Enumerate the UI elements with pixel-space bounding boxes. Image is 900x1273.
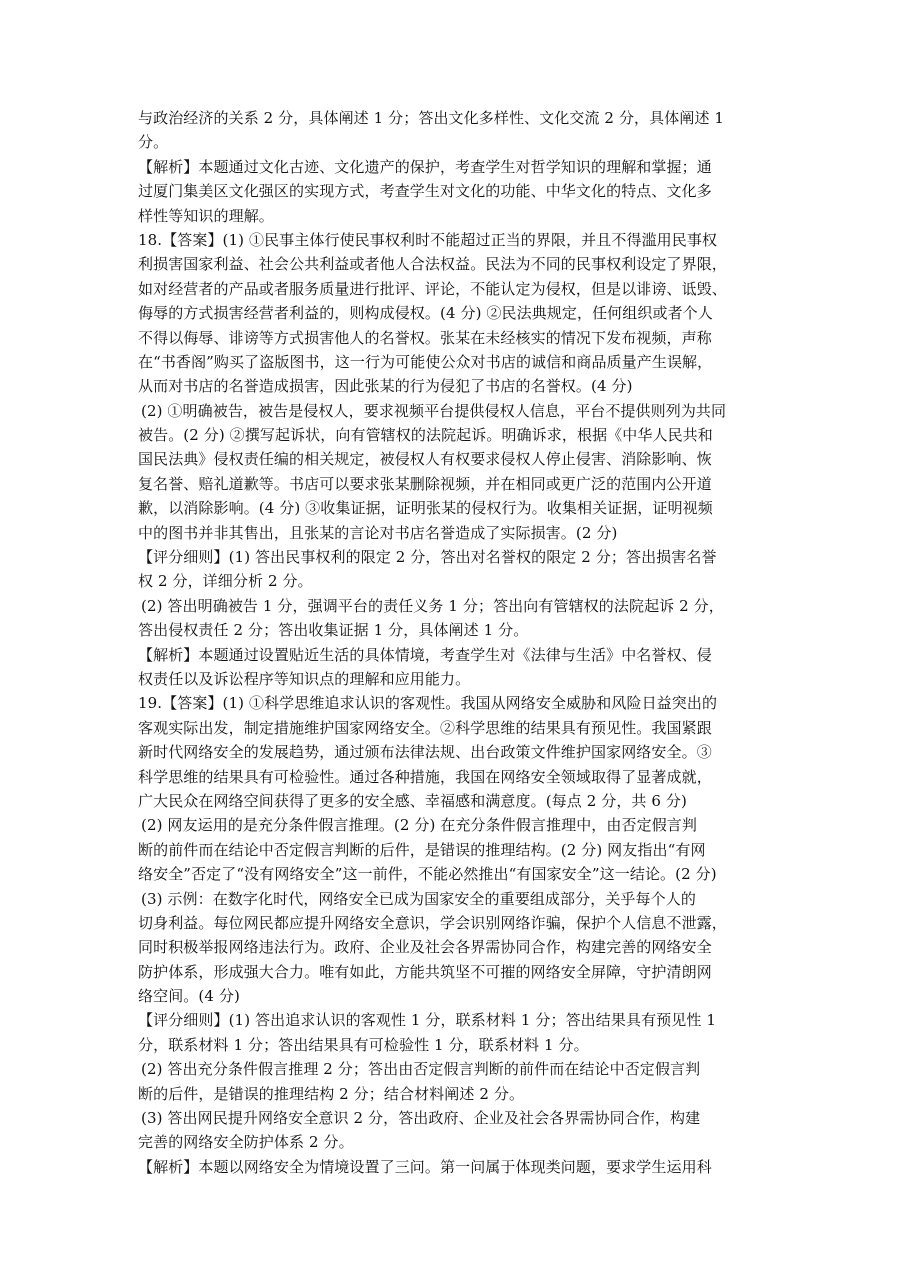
text-line: 防护体系，形成强大合力。唯有如此，方能共筑坚不可摧的网络安全屏障，守护清朗网 bbox=[138, 962, 712, 981]
text-line: 【解析】本题通过文化古迹、文化遗产的保护，考查学生对哲学知识的理解和掌握；通 bbox=[138, 157, 712, 176]
text-line: 同时积极举报网络违法行为。政府、企业及社会各界需协同合作，构建完善的网络安全 bbox=[138, 938, 712, 957]
text-line: 切身利益。每位网民都应提升网络安全意识，学会识别网络诈骗，保护个人信息不泄露， bbox=[138, 913, 727, 932]
text-line: 权责任以及诉讼程序等知识点的理解和应用能力。 bbox=[138, 669, 471, 688]
text-line: 过厦门集美区文化强区的实现方式，考查学生对文化的功能、中华文化的特点、文化多 bbox=[138, 182, 712, 201]
text-line: 断的前件而在结论中否定假言判断的后件，是错误的推理结构。(2 分) 网友指出“有网 bbox=[138, 840, 706, 859]
text-line: 样性等知识的理解。 bbox=[138, 206, 274, 225]
text-line: 科学思维的结果具有可检验性。通过各种措施，我国在网络安全领域取得了显著成就， bbox=[138, 767, 712, 786]
text-line: 从而对书店的名誉造成损害，因此张某的行为侵犯了书店的名誉权。(4 分) bbox=[138, 377, 633, 396]
text-line: 侮辱的方式损害经营者利益的，则构成侵权。(4 分) ②民法典规定，任何组织或者个人 bbox=[138, 304, 713, 323]
text-line: 新时代网络安全的发展趋势，通过颁布法律法规、出台政策文件维护国家网络安全。③ bbox=[138, 743, 712, 762]
text-line: 与政治经济的关系 2 分，具体阐述 1 分；答出文化多样性、文化交流 2 分，具体阐述 1 bbox=[138, 109, 725, 127]
text-line: (2) ①明确被告，被告是侵权人，要求视频平台提供侵权人信息，平台不提供则列为共同 bbox=[141, 401, 727, 420]
text-line: 络安全”否定了“没有网络安全”这一前件，不能必然推出“有国家安全”这一结论。(2 分) bbox=[138, 865, 717, 884]
text-line: 广大民众在网络空间获得了更多的安全感、幸福感和满意度。(每点 2 分，共 6 分) bbox=[138, 791, 687, 810]
text-line: 分。 bbox=[138, 133, 169, 152]
answer-text-block bbox=[138, 106, 773, 1179]
text-line: 络空间。(4 分) bbox=[138, 987, 240, 1006]
text-line: (2) 答出充分条件假言推理 2 分；答出由否定假言判断的前件而在结论中否定假言判 bbox=[141, 1060, 701, 1079]
text-line: (3) 示例：在数字化时代，网络安全已成为国家安全的重要组成部分，关乎每个人的 bbox=[141, 889, 696, 908]
text-line: (3) 答出网民提升网络安全意识 2 分，答出政府、企业及社会各界需协同合作，构建 bbox=[141, 1109, 701, 1128]
text-line: 中的图书并非其售出，且张某的言论对书店名誉造成了实际损害。(2 分) bbox=[138, 523, 618, 542]
text-line: (2) 答出明确被告 1 分，强调平台的责任义务 1 分；答出向有管辖权的法院起诉 2 分， bbox=[141, 596, 724, 615]
text-line: 不得以侮辱、诽谤等方式损害他人的名誉权。张某在未经核实的情况下发布视频，声称 bbox=[138, 328, 712, 347]
text-line: 分，联系材料 1 分；答出结果具有可检验性 1 分，联系材料 1 分。 bbox=[138, 1035, 589, 1054]
text-line: 【解析】本题通过设置贴近生活的具体情境，考查学生对《法律与生活》中名誉权、侵 bbox=[138, 645, 712, 664]
text-line: 被告。(2 分) ②撰写起诉状，向有管辖权的法院起诉。明确诉求，根据《中华人民共和 bbox=[138, 426, 713, 445]
text-line: 19.【答案】(1) ①科学思维追求认识的客观性。我国从网络安全威胁和风险日益突出的 bbox=[138, 694, 718, 713]
text-line: 【评分细则】(1) 答出民事权利的限定 2 分，答出对名誉权的限定 2 分；答出损害名誉 bbox=[138, 548, 717, 567]
text-line: 完善的网络安全防护体系 2 分。 bbox=[138, 1133, 354, 1152]
text-line: 18.【答案】(1) ①民事主体行使民事权利时不能超过正当的界限，并且不得滥用民事权 bbox=[138, 230, 718, 249]
text-line: 客观实际出发，制定措施维护国家网络安全。②科学思维的结果具有预见性。我国紧跟 bbox=[138, 718, 712, 737]
text-line: 【评分细则】(1) 答出追求认识的客观性 1 分，联系材料 1 分；答出结果具有预见性 1 bbox=[138, 1011, 716, 1030]
text-line: (2) 网友运用的是充分条件假言推理。(2 分) 在充分条件假言推理中，由否定假言判 bbox=[141, 816, 698, 835]
text-line: 复名誉、赔礼道歉等。书店可以要求张某删除视频，并在相同或更广泛的范围内公开道 bbox=[138, 474, 712, 493]
text-line: 答出侵权责任 2 分；答出收集证据 1 分，具体阐述 1 分。 bbox=[138, 621, 529, 640]
text-line: 如对经营者的产品或者服务质量进行批评、评论，不能认定为侵权，但是以诽谤、诋毁、 bbox=[138, 279, 727, 298]
text-line: 国民法典》侵权责任编的相关规定，被侵权人有权要求侵权人停止侵害、消除影响、恢 bbox=[138, 450, 712, 469]
text-line: 利损害国家利益、社会公共利益或者他人合法权益。民法为不同的民事权利设定了界限， bbox=[138, 255, 727, 274]
text-line: 断的后件，是错误的推理结构 2 分；结合材料阐述 2 分。 bbox=[138, 1084, 525, 1103]
text-line: 歉，以消除影响。(4 分) ③收集证据，证明张某的侵权行为。收集相关证据，证明视频 bbox=[138, 499, 713, 518]
text-line: 权 2 分，详细分析 2 分。 bbox=[138, 572, 313, 591]
text-line: 【解析】本题以网络安全为情境设置了三问。第一问属于体现类问题，要求学生运用科 bbox=[138, 1157, 712, 1176]
text-line: 在“书香阁”购买了盗版图书，这一行为可能使公众对书店的诚信和商品质量产生误解， bbox=[138, 352, 713, 371]
